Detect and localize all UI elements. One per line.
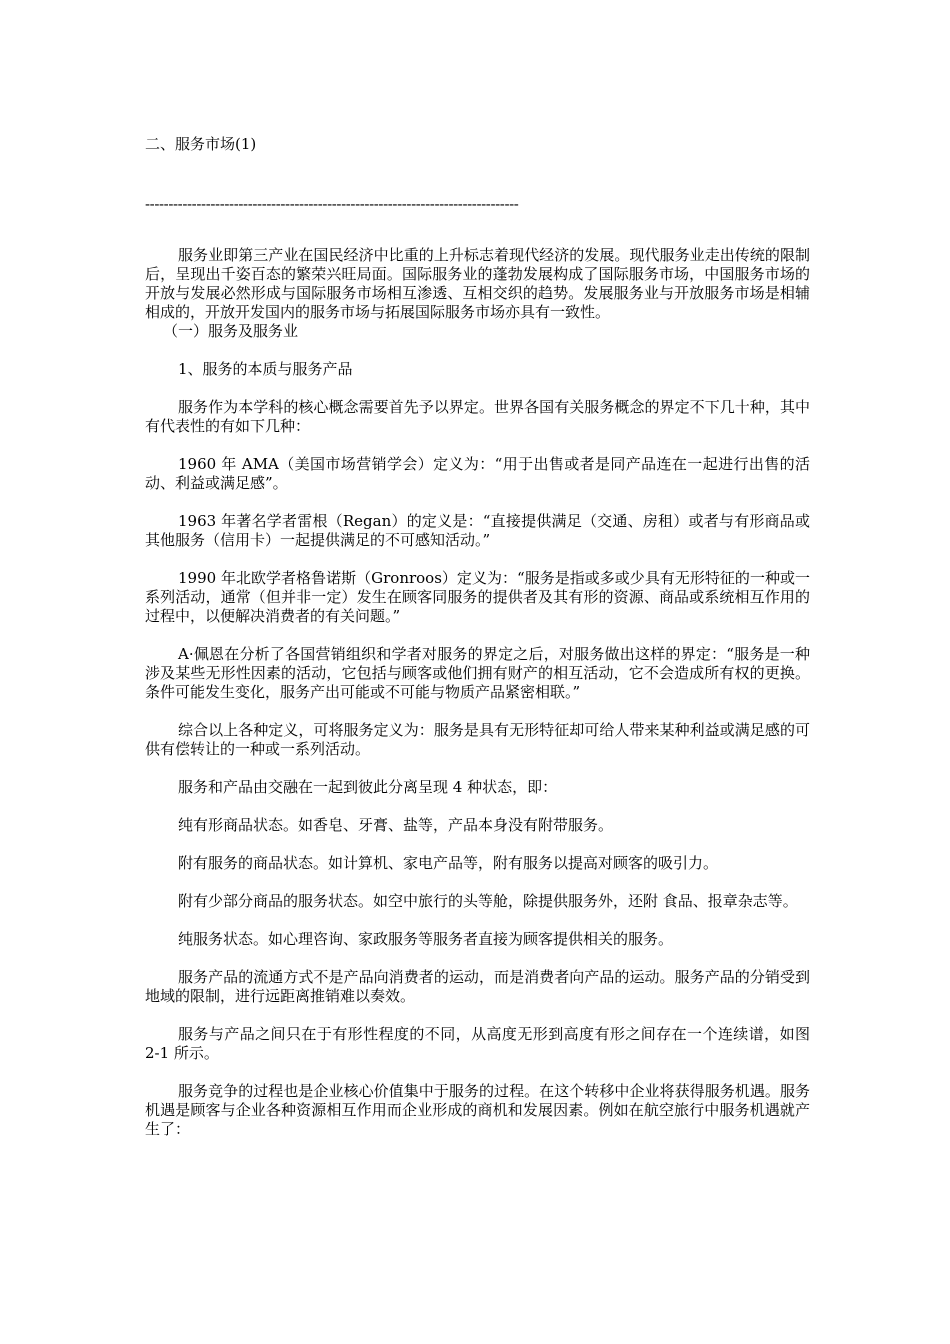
subsection-heading: 1、服务的本质与服务产品 [178, 360, 353, 378]
paragraph: 1963 年著名学者雷根（Regan）的定义是：“直接提供满足（交通、房租）或者与有形商品或其他服务（信用卡）一起提供满足的不可感知活动。” [145, 512, 810, 549]
paragraph: 1990 年北欧学者格鲁诺斯（Gronroos）定义为：“服务是指或多或少具有无形特征的一种或一系列活动，通常（但并非一定）发生在顾客同服务的提供者及其有形的资源、商品或系统相互作用的过程中，以便解决消费者的有关问题。” [145, 569, 810, 625]
paragraph: A·佩恩在分析了各国营销组织和学者对服务的界定之后，对服务做出这样的界定：“服务是一种涉及某些无形性因素的活动，它包括与顾客或他们拥有财产的相互活动，它不会造成所有权的更换。条件可能发生变化，服务产出可能或不可能与物质产品紧密相联。” [145, 645, 810, 701]
paragraph: 附有服务的商品状态。如计算机、家电产品等，附有服务以提高对顾客的吸引力。 [178, 854, 719, 872]
paragraph: 服务和产品由交融在一起到彼此分离呈现 4 种状态，即： [178, 778, 558, 796]
paragraph: 服务与产品之间只在于有形性程度的不同，从高度无形到高度有形之间存在一个连续谱，如图 2-1 所示。 [145, 1025, 810, 1062]
paragraph: 纯有形商品状态。如香皂、牙膏、盐等，产品本身没有附带服务。 [178, 816, 614, 834]
paragraph: 服务竞争的过程也是企业核心价值集中于服务的过程。在这个转移中企业将获得服务机遇。服务机遇是顾客与企业各种资源相互作用而企业形成的商机和发展因素。例如在航空旅行中服务机遇就产生了： [145, 1082, 810, 1138]
paragraph-intro: 服务业即第三产业在国民经济中比重的上升标志着现代经济的发展。现代服务业走出传统的限制后，呈现出千姿百态的繁荣兴旺局面。国际服务业的蓬勃发展构成了国际服务市场，中国服务市场的开放与发展必然形成与国际服务市场相互渗透、互相交织的趋势。发展服务业与开放服务市场是相辅相成的，开放开发国内的服务市场与拓展国际服务市场亦具有一致性。 [145, 246, 810, 321]
paragraph: 服务产品的流通方式不是产品向消费者的运动，而是消费者向产品的运动。服务产品的分销受到地域的限制，进行远距离推销难以奏效。 [145, 968, 810, 1005]
document-body [145, 246, 810, 1139]
separator-line: -------------------------------------------------------------------------------- [145, 195, 519, 213]
paragraph: 附有少部分商品的服务状态。如空中旅行的头等舱，除提供服务外，还附 食品、报章杂志等。 [178, 892, 798, 910]
paragraph: 1960 年 AMA（美国市场营销学会）定义为：“用于出售或者是同产品连在一起进行出售的活动、利益或满足感”。 [145, 455, 810, 492]
document-title: 二、服务市场(1) [145, 135, 257, 153]
paragraph: 服务作为本学科的核心概念需要首先予以界定。世界各国有关服务概念的界定不下几十种，其中有代表性的有如下几种： [145, 398, 810, 435]
paragraph: 纯服务状态。如心理咨询、家政服务等服务者直接为顾客提供相关的服务。 [178, 930, 674, 948]
section-heading: （一）服务及服务业 [163, 322, 299, 340]
paragraph: 综合以上各种定义，可将服务定义为：服务是具有无形特征却可给人带来某种利益或满足感的可供有偿转让的一种或一系列活动。 [145, 721, 810, 758]
